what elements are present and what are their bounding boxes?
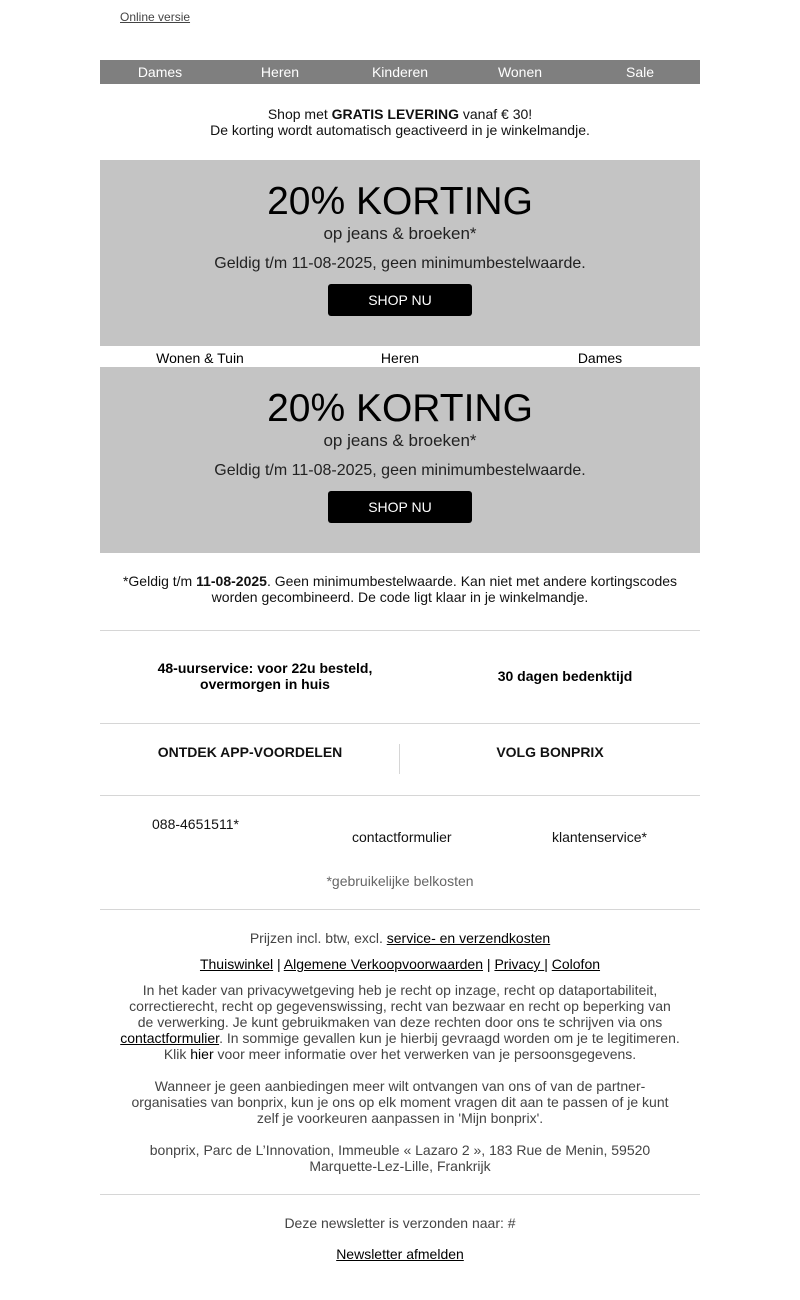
disclaimer-suffix: . Geen minimumbestelwaarde. Kan niet met andere kortingscodes worden gecombineerd. De code ligt klaar in je winkelmandje. [211, 573, 678, 605]
promo-banner-1[interactable] [100, 160, 700, 346]
prices-note [120, 930, 680, 946]
usp-delivery: 48-uurservice: voor 22u besteld, overmorgen in huis [157, 660, 373, 692]
category-link-heren[interactable]: Heren [380, 350, 420, 366]
divider [100, 795, 700, 796]
promo-headline: 20% KORTING [267, 180, 533, 223]
app-social-row [100, 744, 700, 774]
nav-item-kinderen[interactable]: Kinderen [371, 64, 429, 80]
sent-to-note: Deze newsletter is verzonden naar: # [284, 1215, 516, 1231]
shipping-prefix: Shop met [267, 106, 332, 122]
privacy-contact-form-link[interactable]: contactformulier [120, 1030, 220, 1046]
link-separator: | [483, 956, 495, 972]
usp-row [100, 660, 700, 692]
phone-number[interactable]: 088-4651511* [152, 816, 239, 832]
promo-headline: 20% KORTING [267, 387, 533, 430]
company-address: bonprix, Parc de L’Innovation, Immeuble « Lazaro 2 », 183 Rue de Menin, 59520 Marquette-Lez-Lille, Frankrijk [149, 1142, 651, 1174]
privacy-text-1: In het kader van privacywetgeving heb je recht op inzage, recht op dataportabiliteit, correctierecht, recht op gegevenswissing, recht van bezwaar en recht op beperking van de verwerking. Je kunt gebruikmaken van deze rechten door ons te schrijven via ons [129, 982, 671, 1030]
divider [100, 1194, 700, 1195]
nav-item-dames[interactable]: Dames [137, 64, 183, 80]
divider [100, 909, 700, 910]
call-costs-note: *gebruikelijke belkosten [326, 873, 474, 889]
category-links [100, 350, 700, 367]
privacy-here-link[interactable]: hier [190, 1046, 214, 1062]
contact-row [100, 816, 700, 856]
shipping-line2: De korting wordt automatisch geactiveerd in je winkelmandje. [210, 122, 590, 138]
disclaimer-prefix: *Geldig t/m [122, 573, 197, 589]
main-nav [100, 60, 700, 84]
thuiswinkel-link[interactable]: Thuiswinkel [199, 956, 274, 972]
promo-validity: Geldig t/m 11-08-2025, geen minimumbestelwaarde. [214, 462, 586, 479]
privacy-text-2: . In sommige gevallen kun je hierbij gevraagd worden om je te legitimeren. Klik [163, 1030, 680, 1062]
privacy-link[interactable]: Privacy [494, 956, 545, 972]
promo-disclaimer [120, 573, 680, 605]
optout-statement: Wanneer je geen aanbiedingen meer wilt ontvangen van ons of van de partner-organisaties van bonprix, kun je ons op elk moment vragen dit aan te passen of je kunt zelf je voorkeuren aanpassen in 'Mijn bonprix'. [131, 1078, 669, 1126]
contact-form-link[interactable]: contactformulier [352, 829, 452, 845]
category-link-wonen-tuin[interactable]: Wonen & Tuin [156, 350, 244, 366]
divider [100, 630, 700, 631]
privacy-text-3: voor meer informatie over het verwerken van je persoonsgegevens. [213, 1046, 637, 1062]
legal-links [120, 956, 680, 972]
terms-link[interactable]: Algemene Verkoopvoorwaarden [283, 956, 484, 972]
promo-banner-2[interactable] [100, 367, 700, 553]
prices-prefix: Prijzen incl. btw, excl. [249, 930, 387, 946]
colofon-link[interactable]: Colofon [551, 956, 601, 972]
shipping-highlight: GRATIS LEVERING [331, 106, 459, 122]
promo-subline: op jeans & broeken* [323, 431, 477, 450]
nav-item-sale[interactable]: Sale [625, 64, 655, 80]
shipping-notice [100, 106, 700, 138]
divider [100, 723, 700, 724]
category-link-dames[interactable]: Dames [577, 350, 623, 366]
promo-subline: op jeans & broeken* [323, 224, 477, 243]
promo-validity: Geldig t/m 11-08-2025, geen minimumbestelwaarde. [214, 255, 586, 272]
app-benefits-link[interactable]: ONTDEK APP-VOORDELEN [157, 744, 343, 760]
shop-now-button[interactable]: SHOP NU [328, 284, 472, 316]
follow-bonprix-link[interactable]: VOLG BONPRIX [496, 744, 604, 760]
usp-return: 30 dagen bedenktijd [497, 668, 633, 684]
online-version-link[interactable]: Online versie [120, 10, 191, 24]
shop-now-button[interactable]: SHOP NU [328, 491, 472, 523]
customer-service-link[interactable]: klantenservice* [552, 829, 647, 845]
privacy-statement [120, 982, 680, 1062]
unsubscribe-wrapper [120, 1246, 680, 1262]
disclaimer-date: 11-08-2025 [196, 573, 267, 589]
link-separator: | [544, 956, 552, 972]
nav-item-heren[interactable]: Heren [260, 64, 300, 80]
shipping-costs-link[interactable]: service- en verzendkosten [386, 930, 551, 946]
nav-item-wonen[interactable]: Wonen [497, 64, 543, 80]
unsubscribe-link[interactable]: Newsletter afmelden [336, 1246, 464, 1262]
link-separator: | [273, 956, 284, 972]
vertical-divider [399, 744, 400, 774]
shipping-suffix: vanaf € 30! [458, 106, 533, 122]
